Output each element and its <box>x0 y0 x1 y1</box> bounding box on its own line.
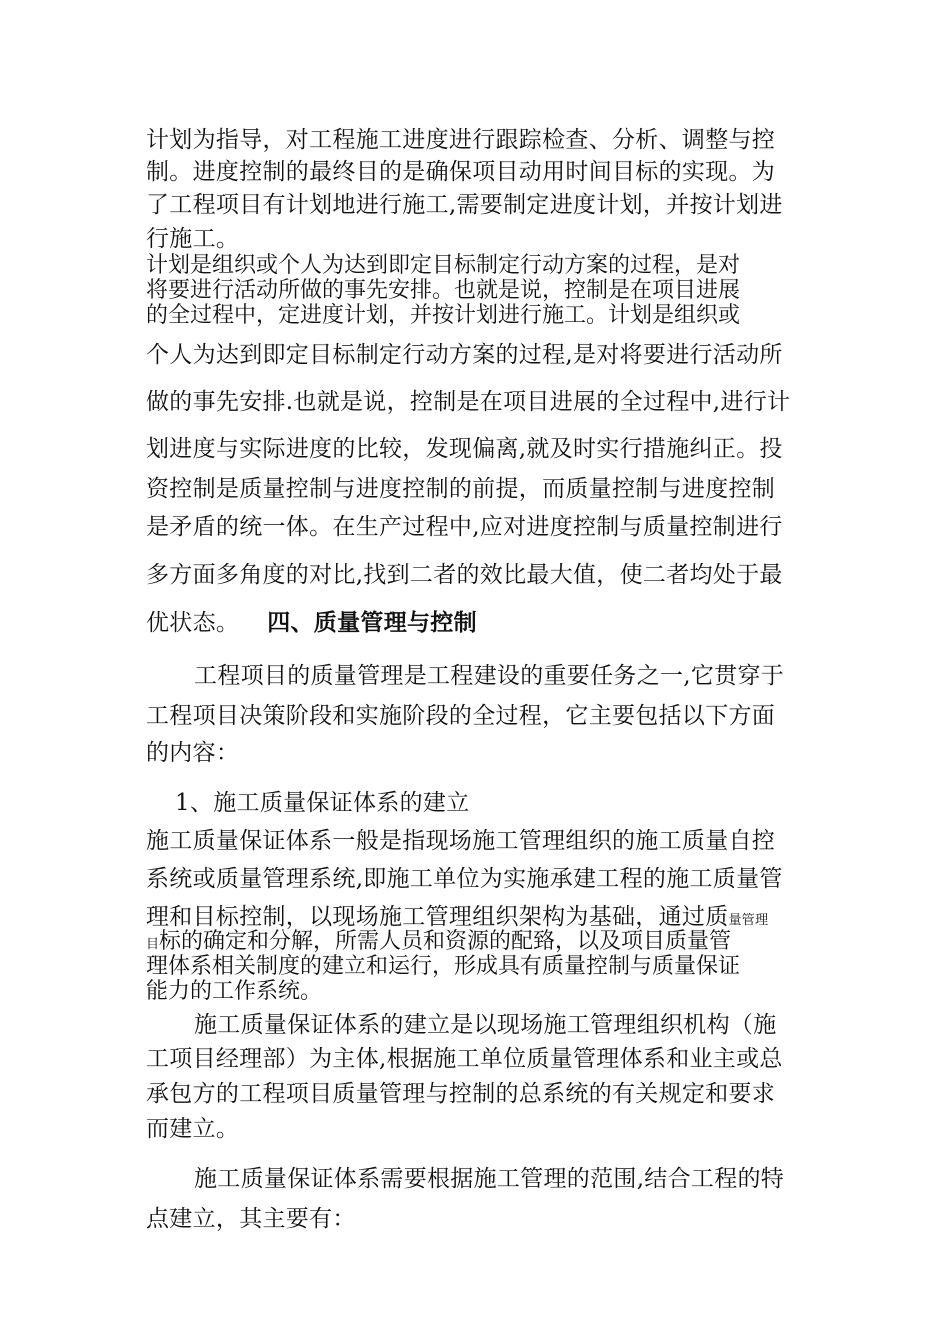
text-line: 承包方的工程项目质量管理与控制的总系统的有关规定和要求 <box>146 1081 776 1107</box>
text-line: 工程项目的质量管理是工程建设的重要任务之一,它贯穿于 <box>194 663 785 689</box>
text-line: 而建立。 <box>146 1116 240 1142</box>
section-heading: 四、质量管理与控制 <box>267 609 477 636</box>
text-segment: 标的确定和分解，所需人员和资源的配臵，以及项目质量管 <box>159 929 732 954</box>
text-line: 施工质量保证体系需要根据施工管理的范围,结合工程的特 <box>194 1166 785 1192</box>
text-segment: 理和目标控制，以现场施工管理组织架构为基础，通过质 <box>146 904 729 930</box>
text-line: 做的事先安排.也就是说，控制是在项目进展的全过程中,进行计 <box>146 389 791 415</box>
text-line <box>146 604 816 637</box>
text-line: 点建立，其主要有： <box>146 1206 356 1232</box>
text-line: 系统或质量管理系统,即施工单位为实施承建工程的施工质量管 <box>146 866 783 892</box>
text-line: 将要进行活动所做的事先安排。也就是说，控制是在项目进展 <box>146 278 741 303</box>
text-line: 个人为达到即定目标制定行动方案的过程,是对将要进行活动所 <box>146 342 783 368</box>
text-line: 行施工。 <box>146 226 240 252</box>
text-line: 划进度与实际进度的比较，发现偏离,就及时实行措施纠正。投 <box>146 436 783 462</box>
text-line: 能力的工作系统。 <box>146 979 323 1004</box>
small-text: 量管理 <box>728 913 769 928</box>
text-line: 理体系相关制度的建立和运行，形成具有质量控制与质量保证 <box>146 954 741 979</box>
text-line: 计划是组织或个人为达到即定目标制定行动方案的过程，是对 <box>146 253 741 278</box>
small-text: 目 <box>146 937 160 952</box>
text-line: 计划为指导，对工程施工进度进行跟踪检查、分析、调整与控 <box>146 127 776 153</box>
text-line: 施工质量保证体系一般是指现场施工管理组织的施工质量自控 <box>146 828 776 854</box>
text-line: 工程项目决策阶段和实施阶段的全过程，它主要包括以下方面 <box>146 703 776 729</box>
text-line: 的内容： <box>146 740 240 766</box>
subheading: 1、施工质量保证体系的建立 <box>175 790 470 816</box>
text-line: 是矛盾的统一体。在生产过程中,应对进度控制与质量控制进行 <box>146 514 783 540</box>
text-line: 的全过程中，定进度计划，并按计划进行施工。计划是组织或 <box>146 303 741 328</box>
text-line: 制。进度控制的最终目的是确保项目动用时间目标的实现。为 <box>146 159 776 185</box>
text-line: 多方面多角度的对比,找到二者的效比最大值，使二者均处于最 <box>146 562 783 588</box>
paragraph-end: 优状态。 <box>146 610 240 636</box>
text-line: 施工质量保证体系的建立是以现场施工管理组织机构（施 <box>194 1012 777 1038</box>
text-line: 了工程项目有计划地进行施工,需要制定进度计划，并按计划进 <box>146 192 783 218</box>
text-line: 资控制是质量控制与进度控制的前提，而质量控制与进度控制 <box>146 476 776 502</box>
text-line: 工项目经理部）为主体,根据施工单位质量管理体系和业主或总 <box>146 1046 783 1072</box>
